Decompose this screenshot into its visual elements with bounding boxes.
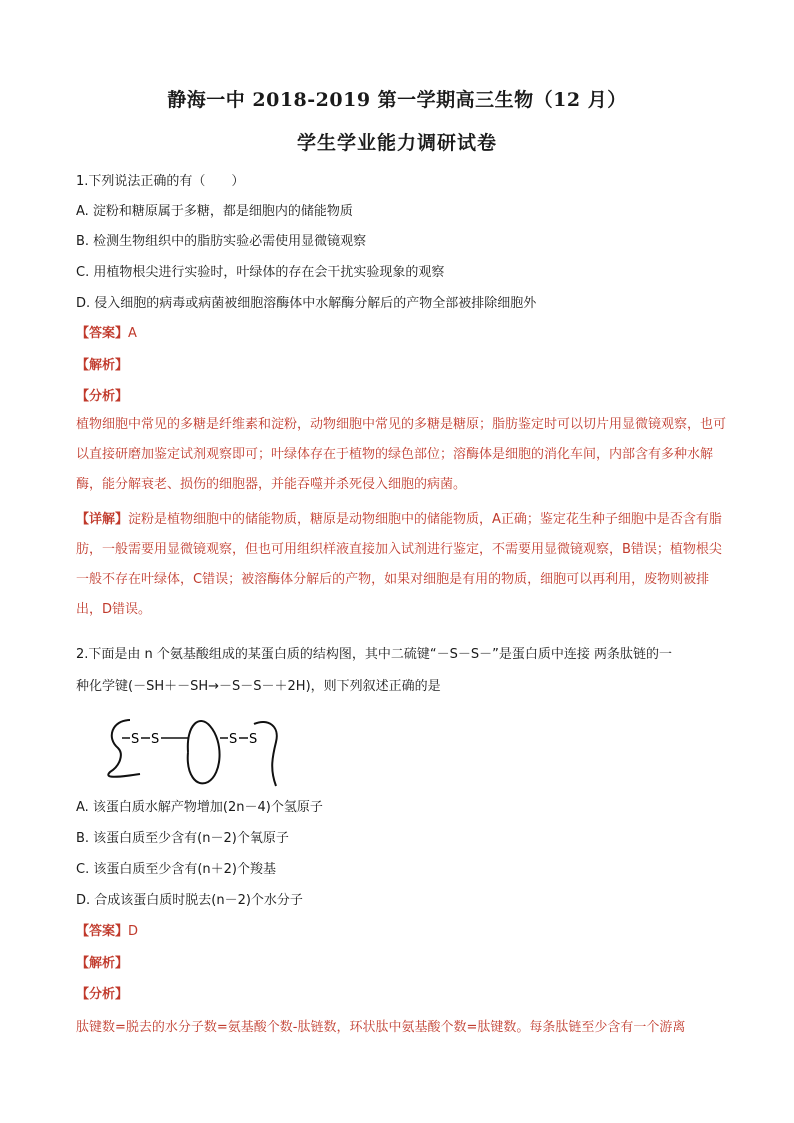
detail-tag: 【详解】 [76, 512, 129, 527]
q2-analysis: 肽键数=脱去的水分子数=氨基酸个数-肽链数，环状肽中氨基酸个数=肽键数。每条肽链至少含有一个游离 [76, 1020, 686, 1035]
q2-option-b: B. 该蛋白质至少含有(n－2)个氧原子 [76, 831, 289, 846]
sulfur-label: S [131, 732, 140, 747]
q1-option-a: A. 淀粉和糖原属于多糖，都是细胞内的储能物质 [76, 204, 353, 219]
q2-option-c: C. 该蛋白质至少含有(n＋2)个羧基 [76, 862, 276, 877]
answer-tag: 【答案】 [76, 924, 129, 939]
q2-option-a: A. 该蛋白质水解产物增加(2n－4)个氢原子 [76, 800, 323, 815]
q2-answer [76, 920, 138, 939]
q1-fenxi-tag: 【分析】 [76, 389, 129, 404]
page-title: 静海一中 2018-2019 第一学期高三生物（12 月） [167, 89, 627, 111]
q1-jiexi-tag: 【解析】 [76, 358, 129, 373]
q2-jiexi-tag: 【解析】 [76, 956, 129, 971]
answer-value: D [128, 924, 139, 939]
q2-stem-line1: 2.下面是由 n 个氨基酸组成的某蛋白质的结构图，其中二硫键“－S－S－”是蛋白质中连接 两条肽链的一 [76, 647, 673, 662]
detail-text: 淀粉是植物细胞中的储能物质，糖原是动物细胞中的储能物质，A正确；鉴定花生种子细胞中是否含有脂肪，一般需要用显微镜观察，但也可用组织样液直接加入试剂进行鉴定，不需要用显微镜观察，B错误；植物根尖一般不存在叶绿体，C错误；被溶酶体分解后的产物，如果对细胞是有用的物质，细胞可以再利用，废物则被排出，D错误。 [76, 512, 722, 617]
sulfur-label: S [229, 732, 238, 747]
left-chain [108, 720, 140, 777]
q2-fenxi-tag: 【分析】 [76, 987, 129, 1002]
q1-answer [76, 322, 137, 341]
protein-structure-diagram [100, 712, 290, 792]
q2-option-d: D. 合成该蛋白质时脱去(n－2)个水分子 [76, 893, 303, 908]
q1-stem: 1.下列说法正确的有（ ） [76, 174, 245, 189]
sulfur-label: S [151, 732, 160, 747]
right-chain [254, 722, 277, 786]
q1-option-d: D. 侵入细胞的病毒或病菌被细胞溶酶体中水解酶分解后的产物全部被排除细胞外 [76, 296, 537, 311]
q1-detail [76, 505, 728, 625]
answer-tag: 【答案】 [76, 326, 129, 341]
page-subtitle: 学生学业能力调研试卷 [296, 132, 497, 154]
q2-stem-line2: 种化学键(－SH＋－SH→－S－S－＋2H)，则下列叙述正确的是 [76, 679, 441, 694]
q1-analysis: 植物细胞中常见的多糖是纤维素和淀粉，动物细胞中常见的多糖是糖原；脂肪鉴定时可以切片用显微镜观察，也可以直接研磨加鉴定试剂观察即可；叶绿体存在于植物的绿色部位；溶酶体是细胞的消化车间，内部含有多种水解酶，能分解衰老、损伤的细胞器，并能吞噬并杀死侵入细胞的病菌。 [76, 417, 727, 492]
middle-chain [188, 721, 220, 783]
q1-option-c: C. 用植物根尖进行实验时，叶绿体的存在会干扰实验现象的观察 [76, 265, 445, 280]
q1-option-b: B. 检测生物组织中的脂肪实验必需使用显微镜观察 [76, 234, 367, 249]
sulfur-label: S [249, 732, 258, 747]
answer-value: A [128, 326, 137, 341]
